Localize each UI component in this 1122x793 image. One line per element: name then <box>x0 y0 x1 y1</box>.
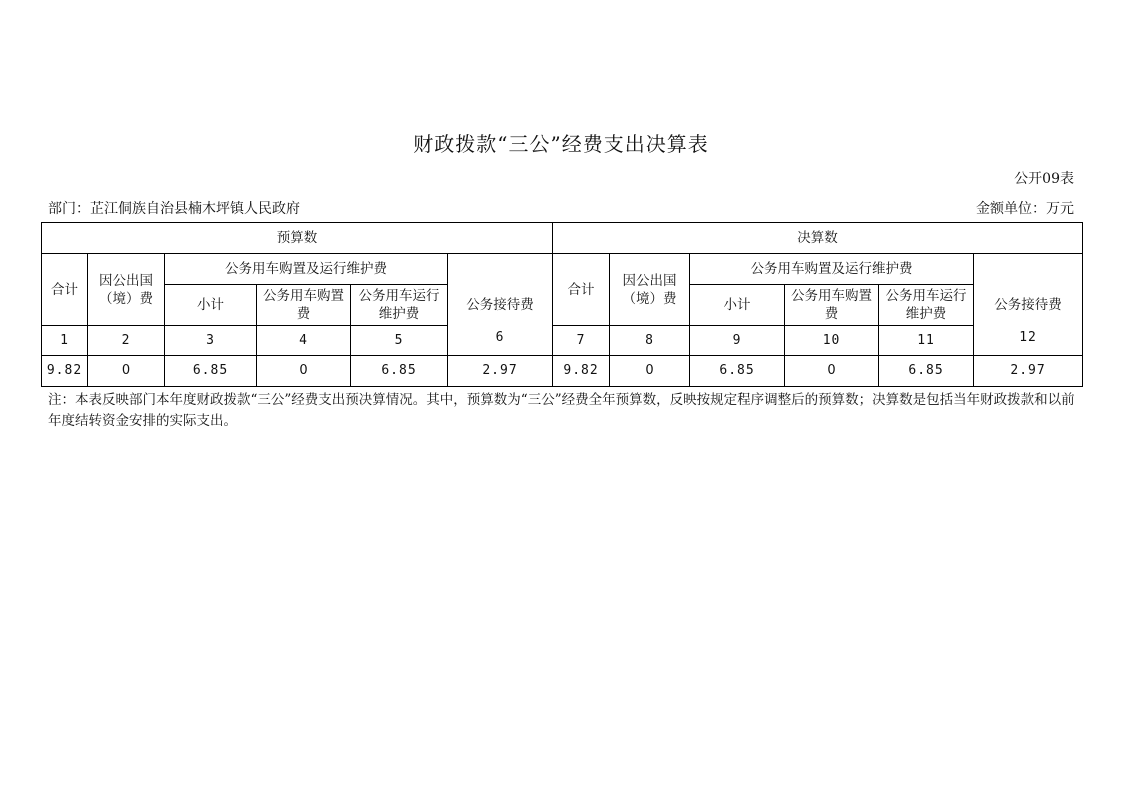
final-reception-header: 公务接待费 12 <box>974 254 1083 356</box>
index-cell: 2 <box>88 326 165 356</box>
value-cell: 6.85 <box>879 356 974 387</box>
amount-unit-label: 金额单位：万元 <box>976 201 1074 217</box>
final-subtotal-header: 小计 <box>690 285 785 326</box>
value-cell: 0 <box>257 356 351 387</box>
value-cell: 6.85 <box>351 356 448 387</box>
value-cell: 0 <box>610 356 690 387</box>
final-group-header: 决算数 <box>553 223 1083 254</box>
value-cell: 9.82 <box>42 356 88 387</box>
form-number: 公开09表 <box>1014 171 1074 187</box>
expenditure-table <box>41 222 1083 387</box>
budget-purchase-header: 公务用车购置费 <box>257 285 351 326</box>
budget-reception-header: 公务接待费 6 <box>448 254 553 356</box>
value-row <box>42 356 1083 387</box>
index-cell: 7 <box>553 326 610 356</box>
budget-total-header: 合计 <box>42 254 88 326</box>
value-cell: 0 <box>88 356 165 387</box>
index-cell: 3 <box>165 326 257 356</box>
index-cell: 8 <box>610 326 690 356</box>
budget-group-header: 预算数 <box>42 223 553 254</box>
footnote: 注：本表反映部门本年度财政拨款“三公”经费支出预决算情况。其中，预算数为“三公”经费全年预算数，反映按规定程序调整后的预算数；决算数是包括当年财政拨款和以前年度结转资金安排的实际支出。 <box>48 392 1075 429</box>
budget-subtotal-header: 小计 <box>165 285 257 326</box>
value-cell: 6.85 <box>165 356 257 387</box>
department-label: 部门：芷江侗族自治县楠木坪镇人民政府 <box>48 201 300 217</box>
page-title: 财政拨款“三公”经费支出决算表 <box>413 132 709 156</box>
final-operation-header: 公务用车运行维护费 <box>879 285 974 326</box>
budget-vehicle-header: 公务用车购置及运行维护费 <box>165 254 448 285</box>
index-cell: 1 <box>42 326 88 356</box>
index-cell: 5 <box>351 326 448 356</box>
budget-abroad-header: 因公出国（境）费 <box>88 254 165 326</box>
index-cell: 9 <box>690 326 785 356</box>
index-row <box>42 326 1083 356</box>
index-cell: 6 <box>495 329 505 345</box>
value-cell: 2.97 <box>974 356 1083 387</box>
value-cell: 0 <box>785 356 879 387</box>
final-total-header: 合计 <box>553 254 610 326</box>
final-abroad-header: 因公出国（境）费 <box>610 254 690 326</box>
value-cell: 6.85 <box>690 356 785 387</box>
final-purchase-header: 公务用车购置费 <box>785 285 879 326</box>
final-vehicle-header: 公务用车购置及运行维护费 <box>690 254 974 285</box>
index-cell: 4 <box>257 326 351 356</box>
value-cell: 9.82 <box>553 356 610 387</box>
index-cell: 11 <box>879 326 974 356</box>
index-cell: 10 <box>785 326 879 356</box>
value-cell: 2.97 <box>448 356 553 387</box>
budget-operation-header: 公务用车运行维护费 <box>351 285 448 326</box>
index-cell: 12 <box>1019 329 1037 345</box>
